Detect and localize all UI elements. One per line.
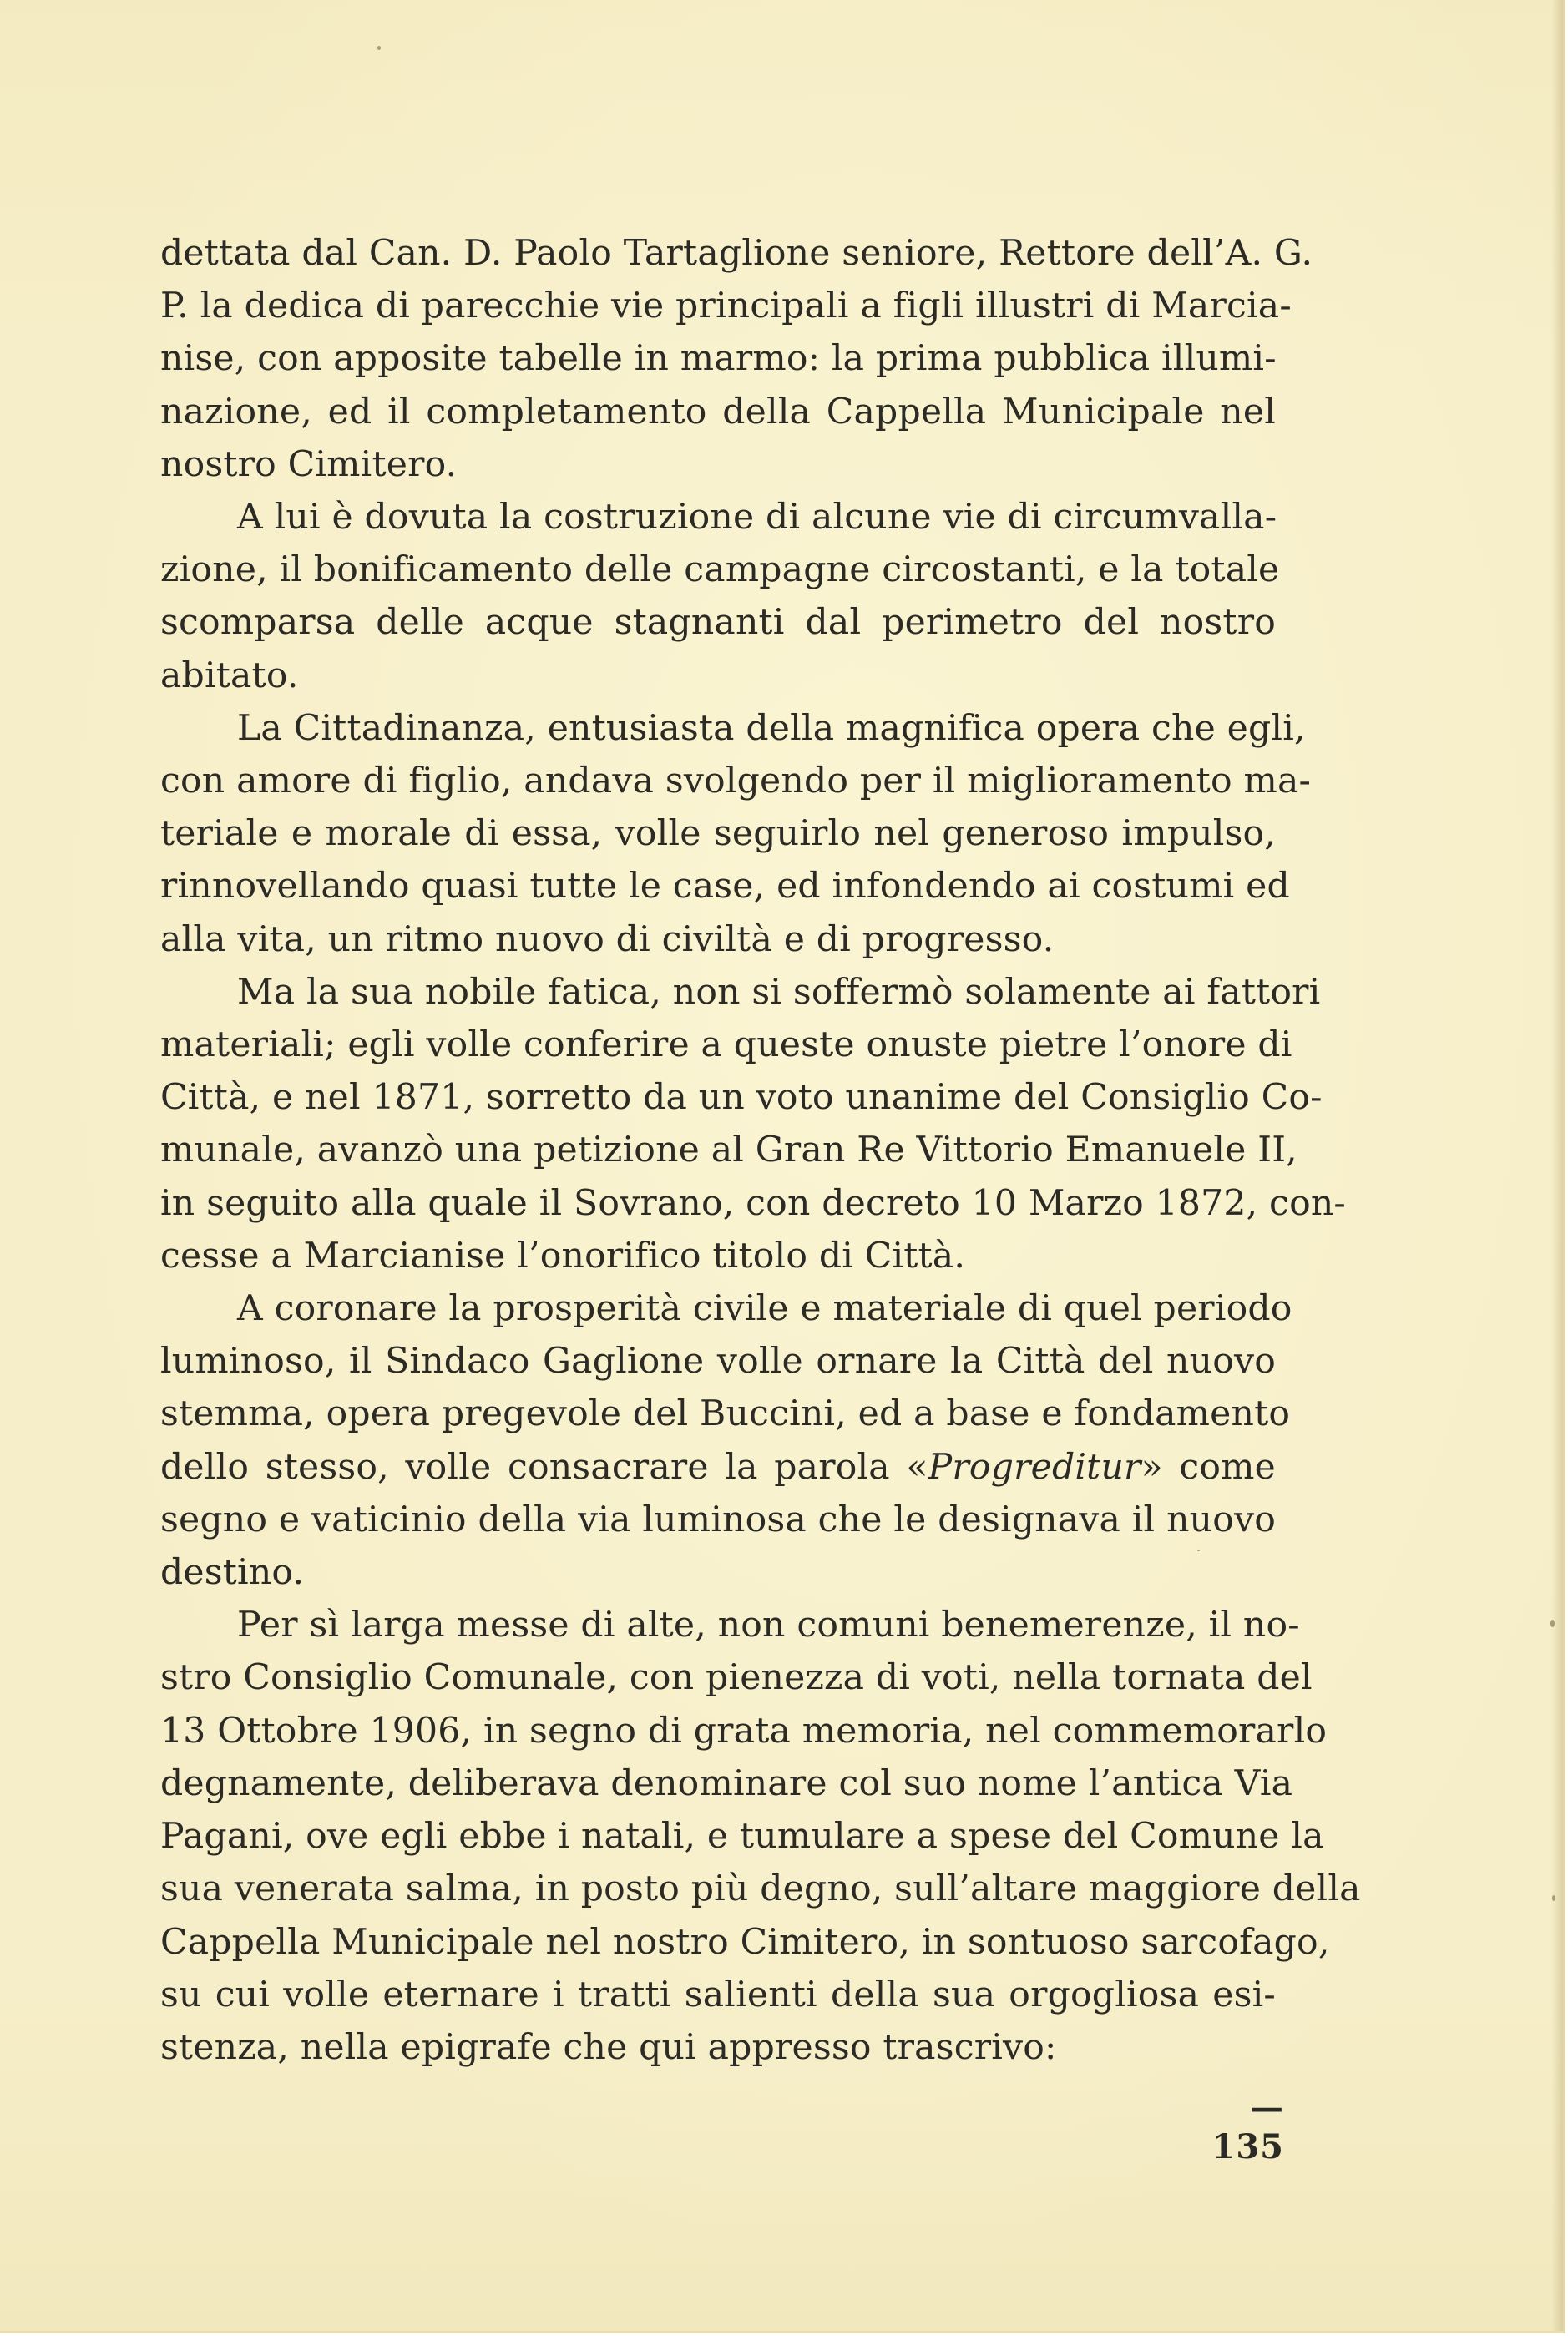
text-line: Città, e nel 1871, sorretto da un voto unanime del Consiglio Co- [160,1077,1323,1119]
text-line: La Cittadinanza, entusiasta della magnifica opera che egli, [237,707,1306,749]
text-line-with-quote [160,1441,1276,1494]
text-line: nazione, ed il completamento della Cappella Municipale nel [160,391,1276,432]
text-line: stro Consiglio Comunale, con pienezza di voti, nella tornata del [160,1657,1313,1699]
paragraph-6 [160,1599,1361,2074]
text-fragment: » come [1141,1446,1276,1488]
paragraph-5 [160,1282,1292,1599]
paper-speck [1197,1550,1200,1551]
text-line: Pagani, ove egli ebbe i natali, e tumulare a spese del Comune la [160,1816,1324,1858]
text-line: degnamente, deliberava denominare col suo nome l’antica Via [160,1762,1293,1804]
text-line: sua venerata salma, in posto più degno, sull’altare maggiore della [160,1868,1361,1910]
text-line: stenza, nella epigrafe che qui appresso trascrivo: [160,2026,1057,2068]
paper-speck [1550,1620,1555,1627]
text-line: con amore di figlio, andava svolgendo per il miglioramento ma- [160,761,1312,802]
text-line: nise, con apposite tabelle in marmo: la prima pubblica illumi- [160,338,1277,380]
text-fragment: dello stesso, volle consacrare la parola « [160,1446,928,1488]
text-line: 13 Ottobre 1906, in segno di grata memoria, nel commemorarlo [160,1710,1328,1752]
paragraph-3 [160,702,1312,966]
text-line: A coronare la prosperità civile e materiale di quel periodo [237,1288,1292,1330]
text-line: segno e vaticinio della via luminosa che le designava il nuovo [160,1499,1276,1540]
text-line: scomparsa delle acque stagnanti dal perimetro del nostro [160,602,1276,644]
paragraph-2 [160,491,1280,702]
quoted-motto: Progreditur [928,1446,1141,1488]
text-line: nostro Cimitero. [160,443,458,485]
text-line: P. la dedica di parecchie vie principali a figli illustri di Marcia- [160,286,1292,327]
paragraph-1 [160,227,1313,491]
text-line: abitato. [160,655,299,696]
text-line: stemma, opera pregevole del Buccini, ed a base e fondamento [160,1393,1291,1435]
text-line: Cappella Municipale nel nostro Cimitero, in sontuoso sarcofago, [160,1921,1330,1963]
text-line: A lui è dovuta la costruzione di alcune vie di circumvalla- [237,497,1277,538]
text-line: dettata dal Can. D. Paolo Tartaglione seniore, Rettore dell’A. G. [160,233,1313,274]
text-line: in seguito alla quale il Sovrano, con decreto 10 Marzo 1872, con- [160,1182,1346,1224]
text-line: rinnovellando quasi tutte le case, ed infondendo ai costumi ed [160,866,1290,908]
text-line: cesse a Marcianise l’onorifico titolo di Città. [160,1235,966,1277]
body-text [160,227,1361,2074]
text-line: munale, avanzò una petizione al Gran Re Vittorio Emanuele II, [160,1130,1297,1171]
paper-speck [1552,1895,1555,1901]
paragraph-4 [160,966,1346,1282]
text-line: Ma la sua nobile fatica, non si soffermò solamente ai fattori [237,971,1321,1013]
text-line: destino. [160,1552,305,1594]
paper-speck [377,46,381,50]
text-line: alla vita, un ritmo nuovo di civiltà e di progresso. [160,918,1055,960]
text-line: zione, il bonificamento delle campagne circostanti, e la totale [160,549,1280,591]
text-line: teriale e morale di essa, volle seguirlo nel generoso impulso, [160,813,1276,855]
text-line: Per sì larga messe di alte, non comuni benemerenze, il no- [237,1605,1300,1646]
text-line: su cui volle eternare i tratti salienti della sua orgogliosa esi- [160,1974,1276,2015]
page-edge-shadow [1551,0,1563,2331]
text-line: luminoso, il Sindaco Gaglione volle ornare la Città del nuovo [160,1341,1276,1383]
text-line: materiali; egli volle conferire a queste onuste pietre l’onore di [160,1024,1292,1066]
page-number: — 135 [1211,2088,1284,2167]
